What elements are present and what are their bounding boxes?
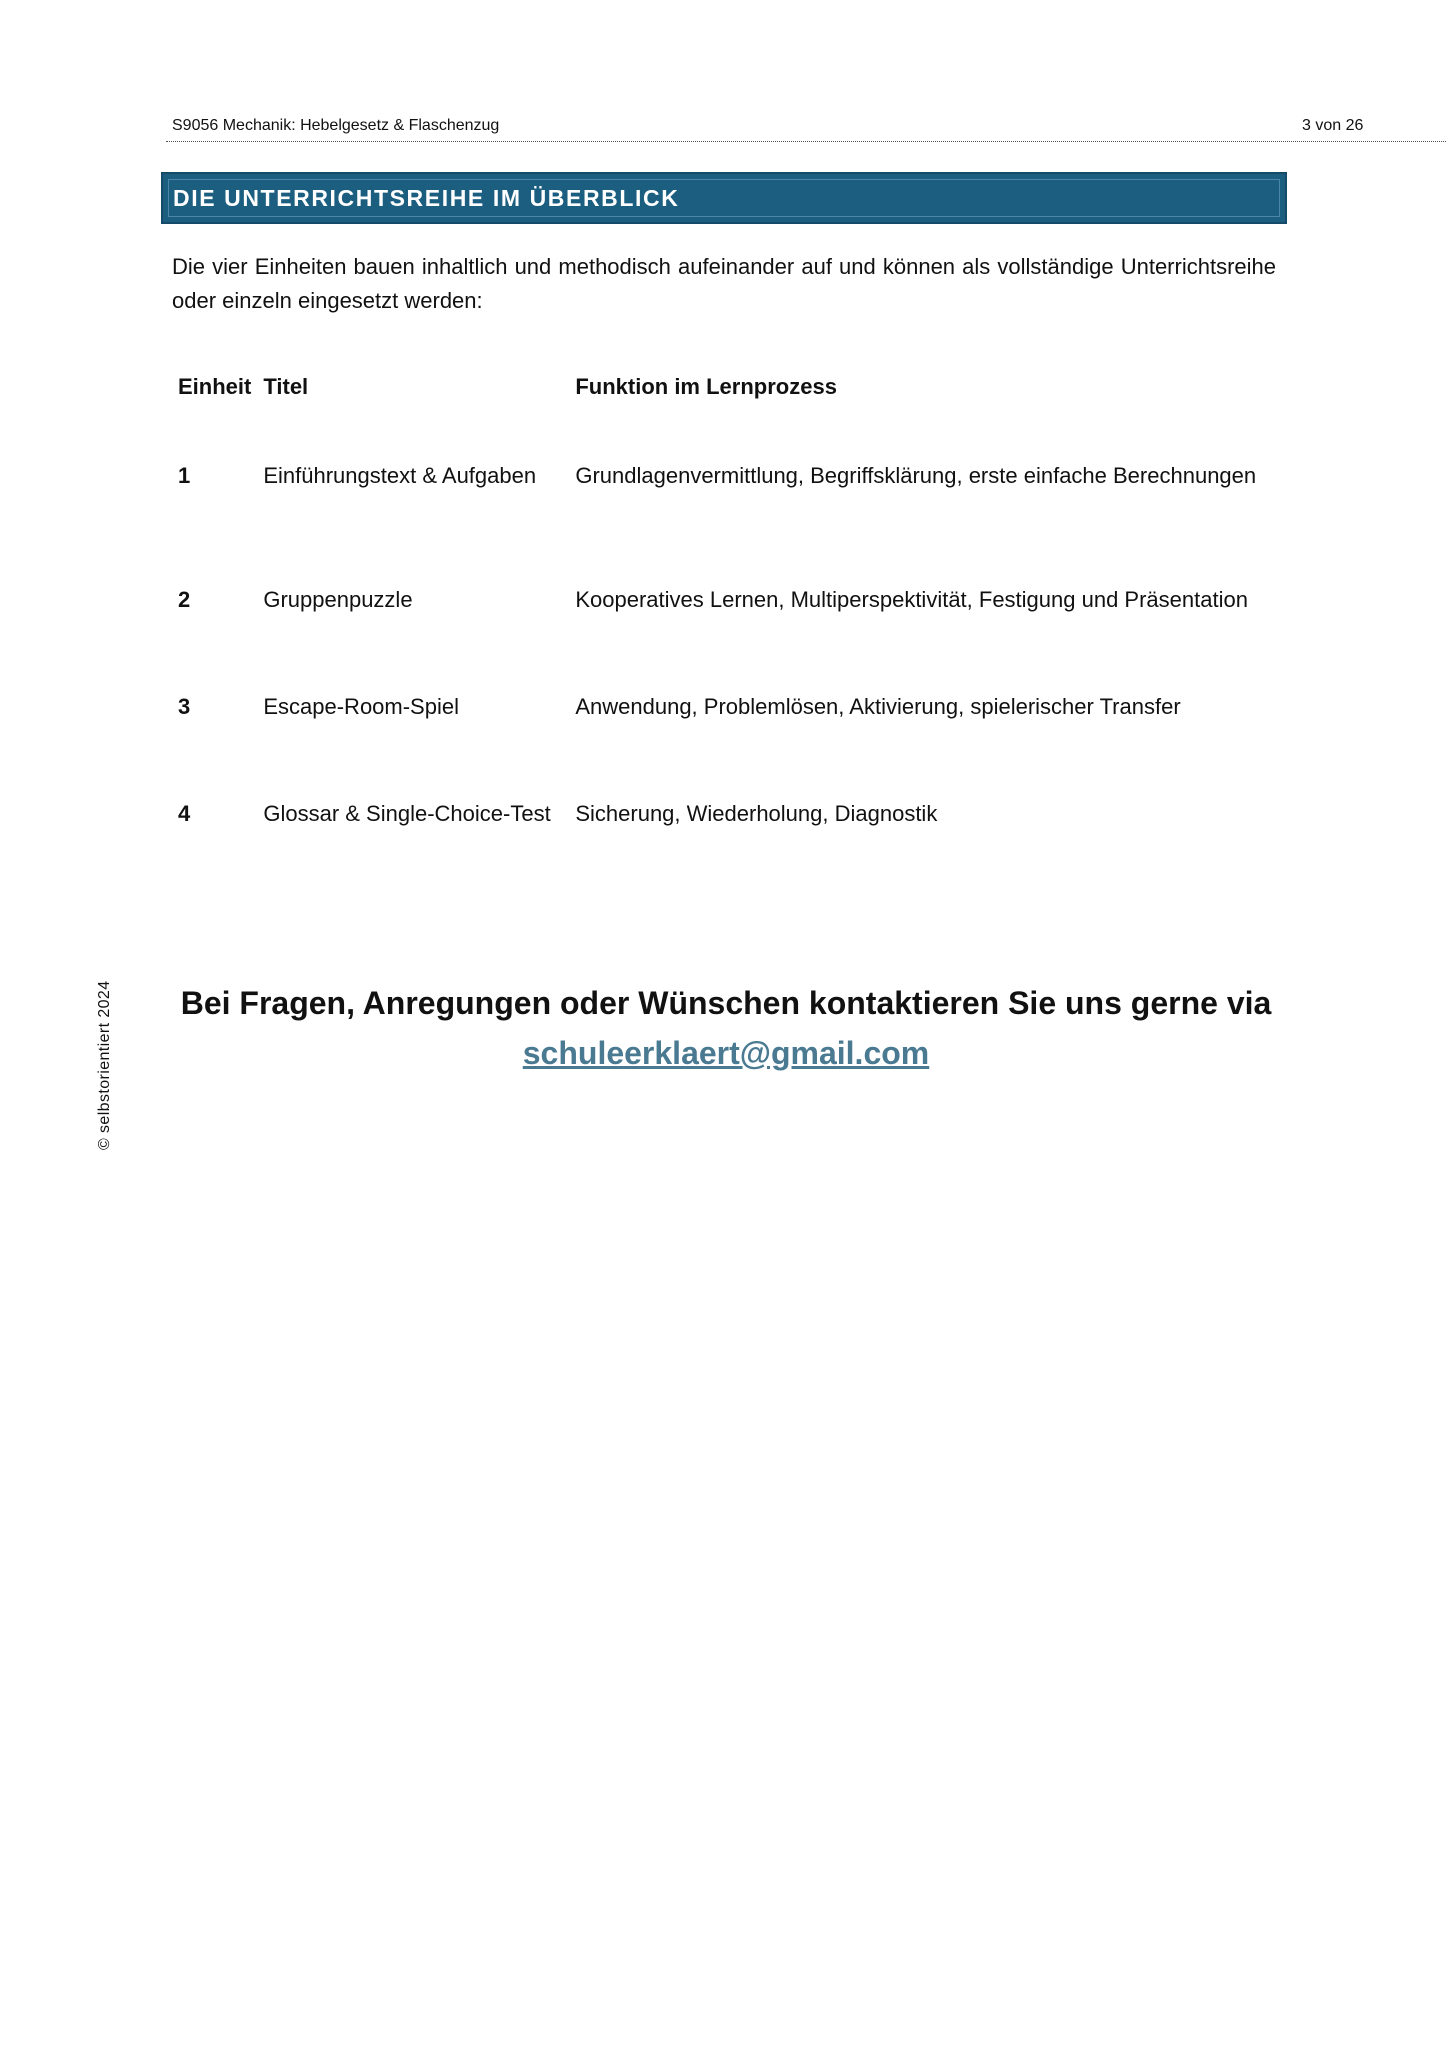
table-row [172, 662, 1272, 752]
units-table [172, 360, 1272, 876]
unit-number: 3 [178, 694, 191, 719]
section-banner [161, 172, 1287, 224]
contact-text: Bei Fragen, Anregungen oder Wünschen kontaktieren Sie uns gerne via [180, 985, 1272, 1021]
page-number: 3 von 26 [1302, 117, 1364, 134]
table-row [172, 414, 1272, 538]
copyright-note: © selbstorientiert 2024 [96, 980, 113, 1150]
unit-number: 1 [178, 463, 191, 488]
unit-function: Sicherung, Wiederholung, Diagnostik [575, 801, 938, 826]
contact-email-link[interactable]: schuleerklaert@gmail.com [522, 1035, 930, 1071]
unit-title: Glossar & Single-Choice-Test [263, 801, 551, 826]
document-title: S9056 Mechanik: Hebelgesetz & Flaschenzug [172, 117, 500, 134]
unit-title: Escape-Room-Spiel [263, 694, 459, 719]
header-function: Funktion im Lernprozess [575, 374, 837, 399]
table-row [172, 752, 1272, 876]
unit-number: 4 [178, 801, 191, 826]
section-title: DIE UNTERRICHTSREIHE IM ÜBERBLICK [173, 185, 680, 211]
unit-title: Gruppenpuzzle [263, 587, 413, 612]
table-row [172, 538, 1272, 662]
unit-function: Anwendung, Problemlösen, Aktivierung, spielerischer Transfer [575, 694, 1181, 719]
contact-block [166, 978, 1286, 1078]
header-title: Titel [263, 374, 309, 399]
table-header-row [172, 360, 1272, 414]
unit-title: Einführungstext & Aufgaben [263, 463, 537, 488]
header-unit: Einheit [178, 374, 252, 399]
unit-function: Kooperatives Lernen, Multiperspektivität, Festigung und Präsentation [575, 587, 1248, 612]
unit-function: Grundlagenvermittlung, Begriffsklärung, erste einfache Berechnungen [575, 463, 1257, 488]
unit-number: 2 [178, 587, 191, 612]
intro-paragraph: Die vier Einheiten bauen inhaltlich und methodisch aufeinander auf und können als vollständige Unterrichtsreihe oder einzeln eingesetzt werden: [172, 254, 1276, 313]
page-header [166, 113, 1446, 142]
